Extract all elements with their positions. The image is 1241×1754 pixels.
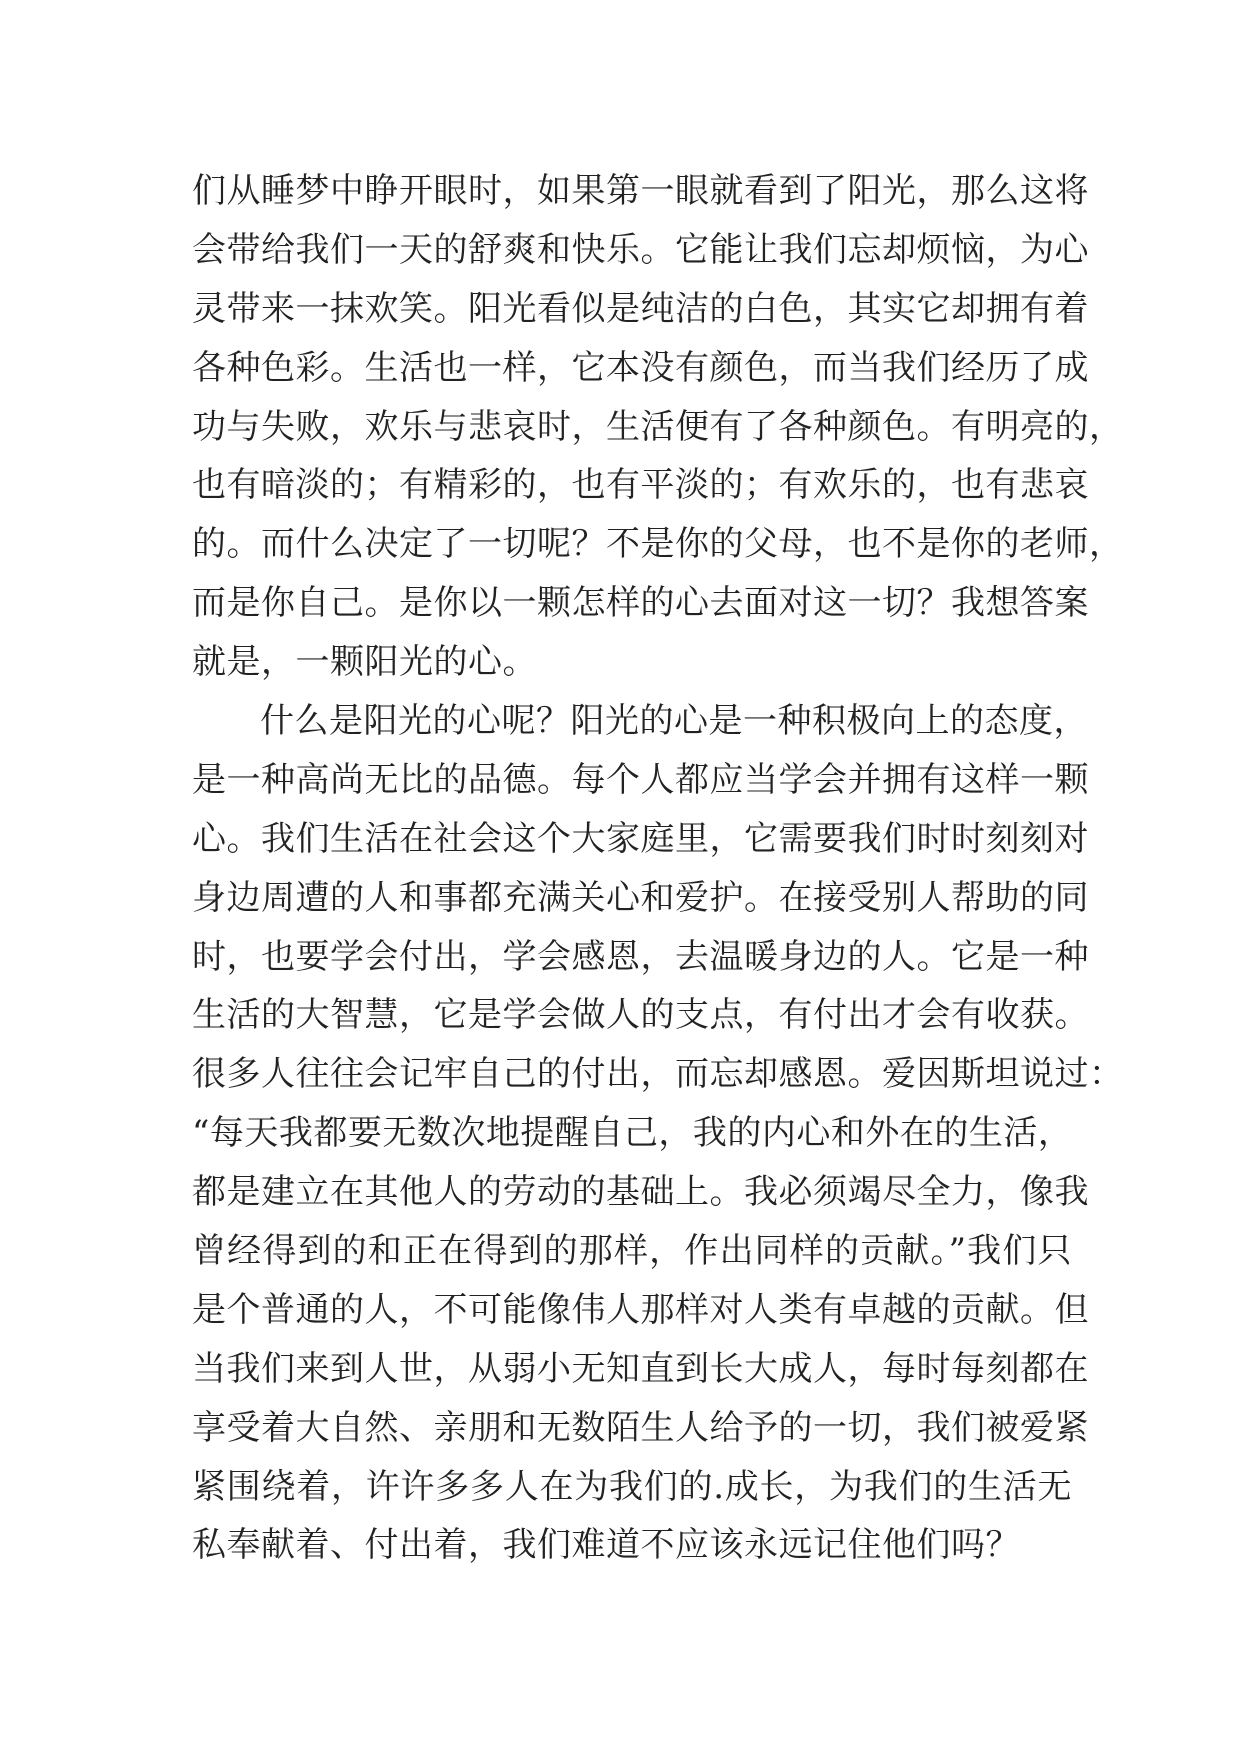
text-line: 紧围绕着，许许多多人在为我们的.成长，为我们的生活无	[192, 1466, 1072, 1507]
body-text	[192, 162, 1124, 1575]
text-line: 的。而什么决定了一切呢？不是你的父母，也不是你的老师，	[192, 524, 1124, 565]
text-line: 都是建立在其他人的劳动的基础上。我必须竭尽全力，像我	[192, 1172, 1089, 1213]
text-line: 功与失败，欢乐与悲哀时，生活便有了各种颜色。有明亮的，	[192, 406, 1124, 447]
text-line: 身边周遭的人和事都充满关心和爱护。在接受别人帮助的同	[192, 877, 1089, 918]
text-line: 们从睡梦中睁开眼时，如果第一眼就看到了阳光，那么这将	[192, 171, 1089, 211]
text-line: 心。我们生活在社会这个大家庭里，它需要我们时时刻刻对	[192, 818, 1089, 859]
text-line: 灵带来一抹欢笑。阳光看似是纯洁的白色，其实它却拥有着	[192, 288, 1089, 329]
text-line: 很多人往往会记牢自己的付出，而忘却感恩。爱因斯坦说过：	[192, 1054, 1124, 1095]
text-line: 时，也要学会付出，学会感恩，去温暖身边的人。它是一种	[192, 936, 1089, 977]
text-line: 享受着大自然、亲朋和无数陌生人给予的一切，我们被爱紧	[192, 1407, 1089, 1448]
text-line: 会带给我们一天的舒爽和快乐。它能让我们忘却烦恼，为心	[192, 229, 1089, 270]
text-line: 各种色彩。生活也一样，它本没有颜色，而当我们经历了成	[192, 347, 1089, 388]
text-line: “每天我都要无数次地提醒自己，我的内心和外在的生活，	[192, 1113, 1073, 1154]
text-line: 是个普通的人，不可能像伟人那样对人类有卓越的贡献。但	[192, 1289, 1089, 1330]
text-line: 生活的大智慧，它是学会做人的支点，有付出才会有收获。	[192, 995, 1089, 1036]
text-line: 当我们来到人世，从弱小无知直到长大成人，每时每刻都在	[192, 1348, 1089, 1389]
text-line: 是一种高尚无比的品德。每个人都应当学会并拥有这样一颗	[192, 759, 1089, 800]
text-line: 也有暗淡的；有精彩的，也有平淡的；有欢乐的，也有悲哀	[192, 465, 1089, 506]
text-line-indented: 什么是阳光的心呢？阳光的心是一种积极向上的态度，	[260, 701, 1088, 742]
text-line: 而是你自己。是你以一颗怎样的心去面对这一切？我想答案	[192, 583, 1089, 624]
text-line: 曾经得到的和正在得到的那样，作出同样的贡献。”我们只	[192, 1231, 1072, 1272]
text-line: 就是，一颗阳光的心。	[192, 642, 537, 683]
text-line: 私奉献着、付出着，我们难道不应该永远记住他们吗？	[192, 1525, 1020, 1566]
